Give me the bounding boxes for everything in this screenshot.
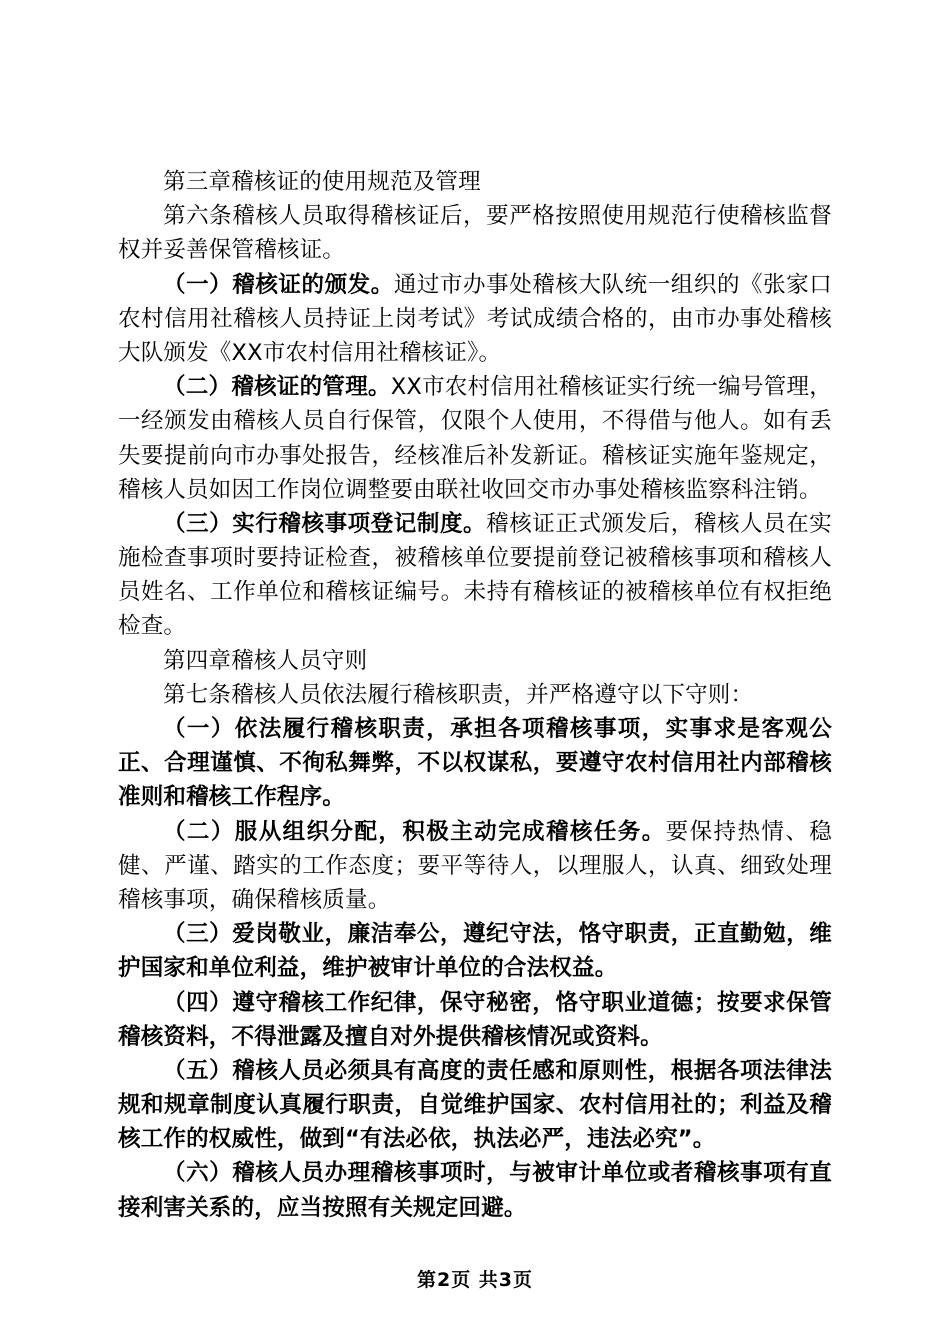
paragraph-lead: （一）稽核证的颁发。: [163, 271, 394, 298]
paragraph-text: 通过市办事处稽核大队统一组织的《张家口农村信用社稽核人员持证上岗考试》考试成绩合格的，由市办事处稽核大队颁发《XX市农村信用社稽核证》。: [118, 271, 832, 366]
paragraph: [118, 268, 832, 371]
paragraph-text: 稽核证正式颁发后，稽核人员在实施检查事项时要持证检查，被稽核单位要提前登记被稽核事项和稽核人员姓名、工作单位和稽核证编号。未持有稽核证的被稽核单位有权拒绝检查。: [118, 510, 832, 640]
paragraph: 第三章稽核证的使用规范及管理: [163, 169, 481, 195]
paragraph-lead: （二）稽核证的管理。: [163, 374, 391, 401]
paragraph: 第七条稽核人员依法履行稽核职责，并严格遵守以下守则：: [163, 681, 754, 708]
paragraph: [118, 815, 832, 918]
paragraph-lead: （三）实行稽核事项登记制度。: [163, 510, 487, 537]
paragraph: [118, 507, 832, 644]
paragraph: （四）遵守稽核工作纪律，保守秘密，恪守职业道德；按要求保管稽核资料，不得泄露及擅自对外提供稽核情况或资料。: [118, 989, 832, 1050]
paragraph-text: 要保持热情、稳健、严谨、踏实的工作态度；要平等待人，以理服人，认真、细致处理稽核事项，确保稽核质量。: [118, 818, 832, 913]
paragraph-text: XX市农村信用社稽核证实行统一编号管理，一经颁发由稽核人员自行保管，仅限个人使用，不得借与他人。如有丢失要提前向市办事处报告，经核准后补发新证。稽核证实施年鉴规定，稽核人员如因工作岗位调整要由联社收回交市办事处稽核监察科注销。: [118, 374, 832, 503]
paragraph: （三）爱岗敬业，廉洁奉公，遵纪守法，恪守职责，正直勤勉，维护国家和单位利益，维护被审计单位的合法权益。: [118, 921, 832, 982]
paragraph: 第六条稽核人员取得稽核证后，要严格按照使用规范行使稽核监督权并妥善保管稽核证。: [118, 203, 832, 264]
document-body: [118, 165, 832, 1225]
paragraph: [118, 370, 832, 507]
paragraph-lead: （二）服从组织分配，积极主动完成稽核任务。: [163, 818, 666, 845]
paragraph: （六）稽核人员办理稽核事项时，与被审计单位或者稽核事项有直接利害关系的，应当按照有关规定回避。: [118, 1160, 832, 1221]
paragraph: 第四章稽核人员守则: [163, 647, 368, 674]
paragraph: （五）稽核人员必须具有高度的责任感和原则性，根据各项法律法规和规章制度认真履行职责，自觉维护国家、农村信用社的；利益及稽核工作的权威性，做到“有法必依，执法必严，违法必究”。: [118, 1057, 832, 1153]
paragraph: （一）依法履行稽核职责，承担各项稽核事项，实事求是客观公正、合理谨慎、不徇私舞弊，不以权谋私，要遵守农村信用社内部稽核准则和稽核工作程序。: [118, 716, 832, 811]
page-footer: 第2页 共3页: [416, 1269, 534, 1291]
